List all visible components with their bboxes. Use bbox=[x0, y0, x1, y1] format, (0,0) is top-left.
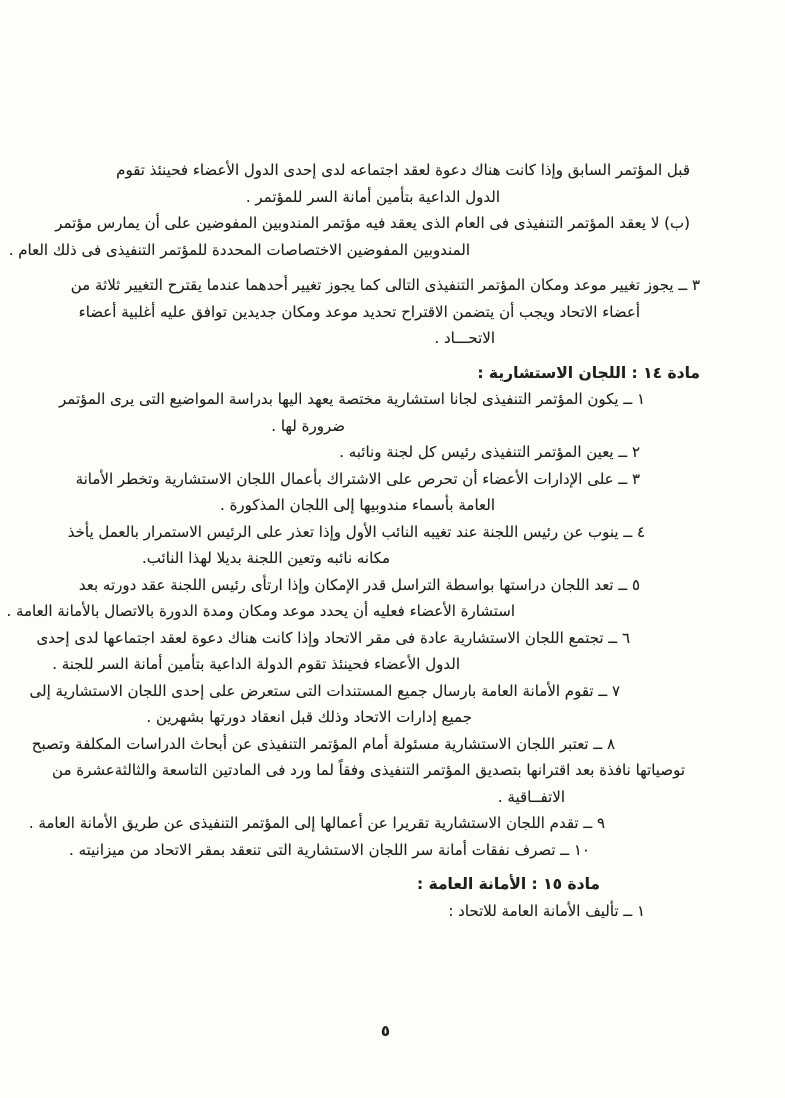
text-line: العامة بأسماء مندوبيها إلى اللجان المذكورة . bbox=[220, 496, 495, 514]
article-15-heading: مادة ١٥ : الأمانة العامة : bbox=[416, 875, 600, 893]
text-line: ٣ ــ على الإدارات الأعضاء أن تحرص على الاشتراك بأعمال اللجان الاستشارية وتخطر الأمانة bbox=[75, 469, 640, 488]
text-line: ضرورة لها . bbox=[271, 416, 345, 435]
article-14-heading: مادة ١٤ : اللجان الاستشارية : bbox=[477, 363, 700, 382]
article-14-item-8 bbox=[31, 731, 700, 811]
text-line: ٣ ــ يجوز تغيير موعد ومكان المؤتمر التنفيذى التالى كما يجوز تغيير أحدهما عندما يقترح التغيير ثلاثة من bbox=[70, 276, 700, 294]
text-line: ٥ ــ تعد اللجان دراستها بواسطة التراسل قدر الإمكان وإذا ارتأى رئيس اللجنة عقد دورته بعد bbox=[78, 575, 640, 594]
article-14-item-7 bbox=[29, 678, 700, 731]
text-line: الدول الداعية بتأمين أمانة السر للمؤتمر . bbox=[245, 187, 500, 206]
article-14-item-6 bbox=[36, 625, 700, 678]
article-14-item-2 bbox=[82, 439, 700, 466]
article-14-item-1 bbox=[59, 386, 700, 439]
text-line: توصياتها نافذة بعد اقترانها بتصديق المؤتمر التنفيذى وفقاً لما ورد فى المادتين التاسعة والثالثةعشرة من bbox=[52, 761, 685, 779]
text-line: الدول الأعضاء فحينئذ تقوم الدولة الداعية بتأمين أمانة السر للجنة . bbox=[52, 655, 460, 673]
text-line: الاتفــاقية . bbox=[497, 787, 565, 806]
paragraph-continuation bbox=[82, 157, 700, 210]
text-line: قبل المؤتمر السابق وإذا كانت هناك دعوة لعقد اجتماعه لدى إحدى الدول الأعضاء فحينئذ تقوم bbox=[116, 161, 690, 179]
page-number: ٥ bbox=[380, 1022, 391, 1040]
text-line: ٤ ــ ينوب عن رئيس اللجنة عند تغيبه النائب الأول وإذا تعذر على الرئيس الاستمرار بالعمل يأخذ bbox=[67, 522, 645, 541]
article-14-item-10 bbox=[69, 837, 700, 864]
text-line: استشارة الأعضاء فعليه أن يحدد موعد ومكان ومدة الدورة بالاتصال بالأمانة العامة . bbox=[6, 602, 515, 620]
text-line: ١٠ ــ تصرف نفقات أمانة سر اللجان الاستشارية التى تنعقد بمقر الاتحاد من ميزانيته . bbox=[69, 840, 590, 859]
text-line: الاتحـــاد . bbox=[434, 329, 495, 347]
paragraph-clause-b bbox=[8, 210, 700, 263]
text-line: ٨ ــ تعتبر اللجان الاستشارية مسئولة أمام المؤتمر التنفيذى عن أبحاث الدراسات المكلفة وتصبح bbox=[31, 734, 615, 753]
article-14-item-9 bbox=[28, 810, 700, 837]
text-line: ٩ ــ تقدم اللجان الاستشارية تقريرا عن أعمالها إلى المؤتمر التنفيذى عن طريق الأمانة العامة . bbox=[28, 814, 605, 832]
text-column bbox=[6, 157, 700, 924]
text-line: ١ ــ تأليف الأمانة العامة للاتحاد : bbox=[448, 901, 645, 920]
text-line: ٢ ــ يعين المؤتمر التنفيذى رئيس كل لجنة ونائبه . bbox=[339, 443, 640, 461]
text-line: مكانه نائبه وتعين اللجنة بديلا لهذا النائب. bbox=[142, 549, 390, 567]
article-14-item-4 bbox=[67, 519, 700, 572]
text-line: جميع إدارات الاتحاد وذلك قبل انعقاد دورتها بشهرين . bbox=[146, 708, 472, 726]
text-line: (ب) لا يعقد المؤتمر التنفيذى فى العام الذى يعقد فيه مؤتمر المندوبين المفوضين على أن يمارس مؤتمر bbox=[55, 214, 690, 232]
text-line: المندوبين المفوضين الاختصاصات المحددة للمؤتمر التنفيذى فى ذلك العام . bbox=[8, 240, 470, 259]
text-line: أعضاء الاتحاد ويجب أن يتضمن الاقتراح تحديد موعد ومكان جديدين توافق عليه أغلبية أعضاء bbox=[78, 302, 640, 321]
article-15-item-1 bbox=[82, 898, 700, 925]
article-14-item-3 bbox=[75, 466, 700, 519]
paragraph-clause-3 bbox=[70, 272, 700, 352]
article-14-item-5 bbox=[6, 572, 700, 625]
text-line: ٦ ــ تجتمع اللجان الاستشارية عادة فى مقر الاتحاد وإذا كانت هناك دعوة لعقد اجتماعها لدى إحدى bbox=[36, 628, 630, 647]
text-line: ١ ــ يكون المؤتمر التنفيذى لجانا استشارية مختصة يعهد اليها بدراسة المواضيع التى يرى المؤتمر bbox=[59, 390, 645, 408]
text-line: ٧ ــ تقوم الأمانة العامة بارسال جميع المستندات التى ستعرض على إحدى اللجان الاستشارية إلى bbox=[29, 681, 620, 700]
